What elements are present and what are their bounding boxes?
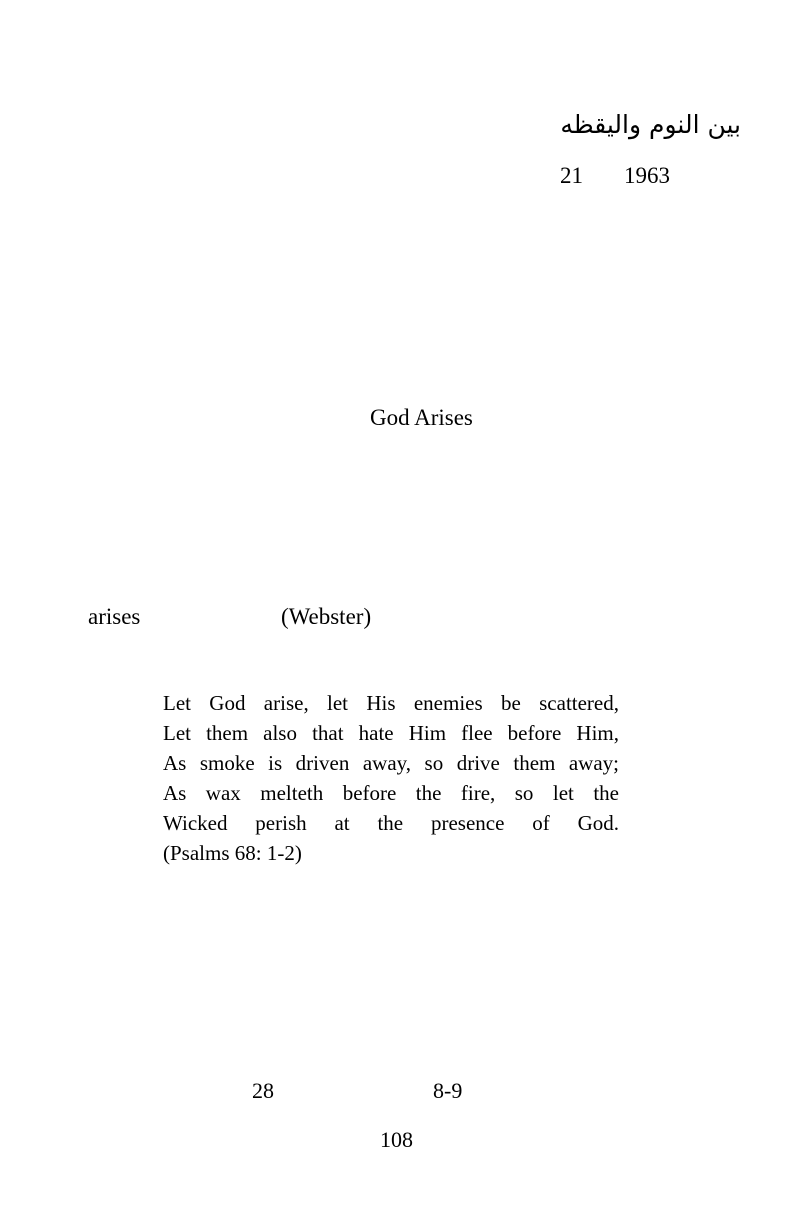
header-day: 21 [560,163,583,188]
quote-line: As wax melteth before the fire, so let the [163,781,619,805]
footnote-right: 8-9 [433,1078,463,1103]
quote-citation: (Psalms 68: 1-2) [163,841,302,865]
quote-line: Let them also that hate Him flee before Him, [163,721,619,745]
page-number: 108 [380,1127,413,1152]
footnote-left: 28 [252,1078,274,1103]
quote-line: As smoke is driven away, so drive them away; [163,751,619,775]
definition-source: (Webster) [281,604,372,629]
running-header-title: بين النوم واليقظه [560,110,741,139]
quote-line: Wicked perish at the presence of God. [163,811,619,835]
section-title: God Arises [370,405,473,430]
definition-word: arises [88,604,141,629]
quote-line: Let God arise, let His enemies be scattered, [163,691,619,715]
scripture-quote [163,688,619,868]
header-year: 1963 [624,163,670,188]
